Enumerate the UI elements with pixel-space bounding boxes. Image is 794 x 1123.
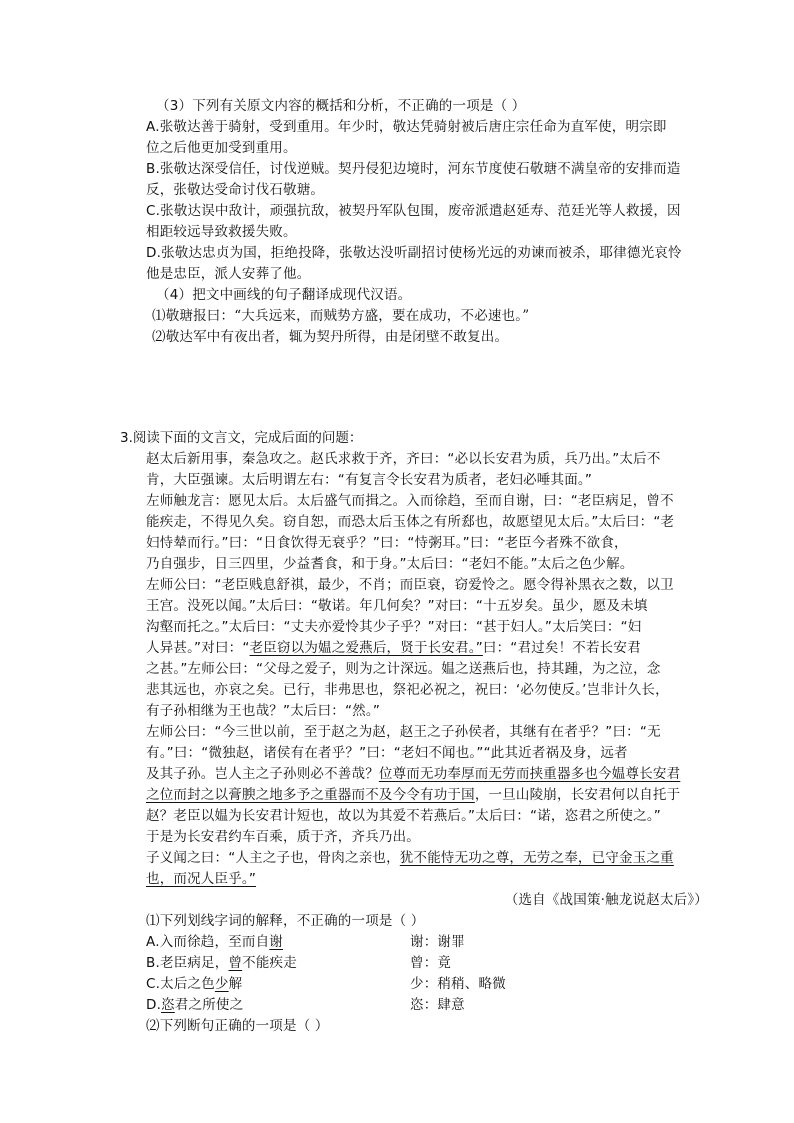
passage-line: 于是为长安君约车百乘，质于齐，齐兵乃出。 <box>146 829 420 845</box>
question-3-option-a-line-2: 位之后他更加受到重用。 <box>146 140 297 156</box>
choice-row-d <box>146 995 708 1016</box>
passage-line <box>146 764 708 785</box>
passage-source: （选自《战国策·触龙说赵太后》） <box>504 892 708 908</box>
question-3-block <box>146 96 708 348</box>
passage-line: 妇恃辇而行。”曰：“日食饮得无衰乎？”曰：“恃粥耳。”曰：“老臣今者殊不欲食， <box>146 535 628 551</box>
choice-text-part: 君之所使之 <box>174 997 244 1013</box>
passage-text: ，一旦山陵崩，长安君何以自托于 <box>474 787 681 803</box>
passage-line <box>146 848 708 869</box>
question-3-option-b-line-2: 反，张敬达受命讨伐石敬瑭。 <box>146 182 325 198</box>
passage-text: 人异甚。”对曰：“ <box>146 640 250 656</box>
passage-line: 有。”曰：“微独赵，诸侯有在者乎？”曰：“老妇不闻也。”“此其近者祸及身，远者 <box>146 745 628 761</box>
question-3-2-stem: ⑵下列断句正确的一项是（ ） <box>146 1018 329 1034</box>
choice-row-c <box>146 974 708 995</box>
underlined-word: 少 <box>214 976 229 992</box>
choice-text-part: 不能疾走 <box>242 955 297 971</box>
passage-line: 能疾走，不得见久矣。窃自恕，而恐太后玉体之有所郄也，故愿望见太后。”太后曰：“老 <box>146 514 675 530</box>
passage-line: 赵？老臣以媪为长安君计短也，故以为其爱不若燕后。”太后曰：“诺，恣君之所使之。” <box>146 808 661 824</box>
passage-line: 悲其远也，亦哀之矣。已行，非弗思也，祭祀必祝之，祝曰：‘必勿使反。’岂非计久长， <box>146 682 669 698</box>
choice-text-part: C.太后之色 <box>146 976 215 992</box>
choice-text-part: 解 <box>228 976 243 992</box>
question-4-item-1: ⑴敬瑭报曰：“大兵远来，而贼势方盛，要在成功，不必速也。” <box>152 308 530 324</box>
passage-line <box>146 785 708 806</box>
question-4-item-2: ⑵敬达军中有夜出者，辄为契丹所得，由是闭壁不敢复出。 <box>152 329 509 345</box>
underlined-word: 恣 <box>161 997 175 1013</box>
question-3-stem: （3）下列有关原文内容的概括和分析，不正确的一项是（ ） <box>156 98 526 114</box>
question-3-option-a-line-1: A.张敬达善于骑射，受到重用。年少时，敬达凭骑射被后唐庄宗任命为直军使，明宗即 <box>146 119 667 135</box>
passage-line: 肯，大臣强谏。太后明谓左右：“有复言令长安君为质者，老妇必唾其面。” <box>146 472 593 488</box>
passage-line <box>146 869 708 890</box>
passage-line: 赵太后新用事，秦急攻之。赵氏求救于齐，齐曰：“必以长安君为质，兵乃出。”太后不 <box>146 451 661 467</box>
passage-line: 沟壑而托之。”太后曰：“丈夫亦爱怜其少子乎？”对曰：“甚于妇人。”太后笑曰：“妇 <box>146 619 642 635</box>
underlined-sentence: 犹不能恃无功之尊，无劳之奉，已守金玉之重 <box>399 850 674 866</box>
choice-explanation: 少：稍稍、略微 <box>410 976 506 992</box>
underlined-word: 谢 <box>269 934 283 950</box>
question-3-option-d-line-2: 他是忠臣，派人安葬了他。 <box>146 266 311 282</box>
choice-row-a <box>146 932 708 953</box>
choice-explanation: 恣：肆意 <box>410 997 465 1013</box>
choice-text-part: B.老臣病足， <box>146 955 229 971</box>
passage-text: 曰：“君过矣！不若长安君 <box>482 640 641 656</box>
choice-explanation: 曾：竟 <box>410 955 452 971</box>
underlined-sentence: 老臣窃以为媪之爱燕后，贤于长安君。” <box>249 640 483 656</box>
question-3-option-d-line-1: D.张敬达忠贞为国，拒绝投降，张敬达没听副招讨使杨光远的劝谏而被杀，耶律德光哀怜 <box>146 245 682 261</box>
choice-text <box>146 974 242 995</box>
passage-line: 乃自强步，日三四里，少益耆食，和于身。”太后曰：“老妇不能。”太后之色少解。 <box>146 556 634 572</box>
choice-explanation: 谢：谢罪 <box>410 934 465 950</box>
question-4-stem: （4）把文中画线的句子翻译成现代汉语。 <box>156 287 412 303</box>
underlined-sentence: 之位而封之以膏腴之地多予之重器而不及今令有功于国 <box>146 787 475 803</box>
passage-3-heading: 3.阅读下面的文言文，完成后面的问题： <box>120 430 363 446</box>
passage-line: 左师公曰：“老臣贱息舒祺，最少，不肖；而臣衰，窃爱怜之。愿令得补黑衣之数，以卫 <box>146 577 674 593</box>
choice-text-part: D. <box>146 997 162 1013</box>
passage-line: 之甚。”左师公曰：“父母之爱子，则为之计深远。媪之送燕后也，持其踵，为之泣，念 <box>146 661 661 677</box>
question-3-option-c-line-2: 相距较远导致救援失败。 <box>146 224 297 240</box>
passage-line: 左师公曰：“今三世以前，至于赵之为赵，赵王之子孙侯者，其继有在者乎？”曰：“无 <box>146 724 661 740</box>
passage-text: 及其子孙。岂人主之子孙则必不善哉？ <box>146 766 379 782</box>
passage-3-body <box>146 449 708 1037</box>
choice-row-b <box>146 953 708 974</box>
passage-line: 王宫。没死以闻。”太后曰：“敬诺。年几何矣？”对曰：“十五岁矣。虽少，愿及未填 <box>146 598 648 614</box>
underlined-sentence: 也，而况人臣乎。” <box>146 871 257 887</box>
choice-text <box>146 932 283 953</box>
passage-line <box>146 638 708 659</box>
choice-text-part: A.入而徐趋，至而自 <box>146 934 270 950</box>
question-3-1-stem: ⑴下列划线字词的解释，不正确的一项是（ ） <box>146 913 425 929</box>
passage-line: 有子孙相继为王也哉？”太后曰：“然。” <box>146 703 381 719</box>
underlined-sentence: 位尊而无功奉厚而无劳而挟重器多也今媪尊长安君 <box>378 766 681 782</box>
passage-text: 子义闻之曰：“人主之子也，骨肉之亲也， <box>146 850 400 866</box>
underlined-word: 曾 <box>228 955 243 971</box>
question-3-option-b-line-1: B.张敬达深受信任，讨伐逆贼。契丹侵犯边境时，河东节度使石敬瑭不满皇帝的安排而造 <box>146 161 681 177</box>
passage-line: 左师触龙言：愿见太后。太后盛气而揖之。入而徐趋，至而自谢，曰：“老臣病足，曾不 <box>146 493 674 509</box>
question-3-option-c-line-1: C.张敬达误中敌计，顽强抗敌，被契丹军队包围，废帝派遣赵延寿、范廷光等人救援，因 <box>146 203 681 219</box>
choice-text <box>146 953 297 974</box>
choice-text <box>146 995 243 1016</box>
